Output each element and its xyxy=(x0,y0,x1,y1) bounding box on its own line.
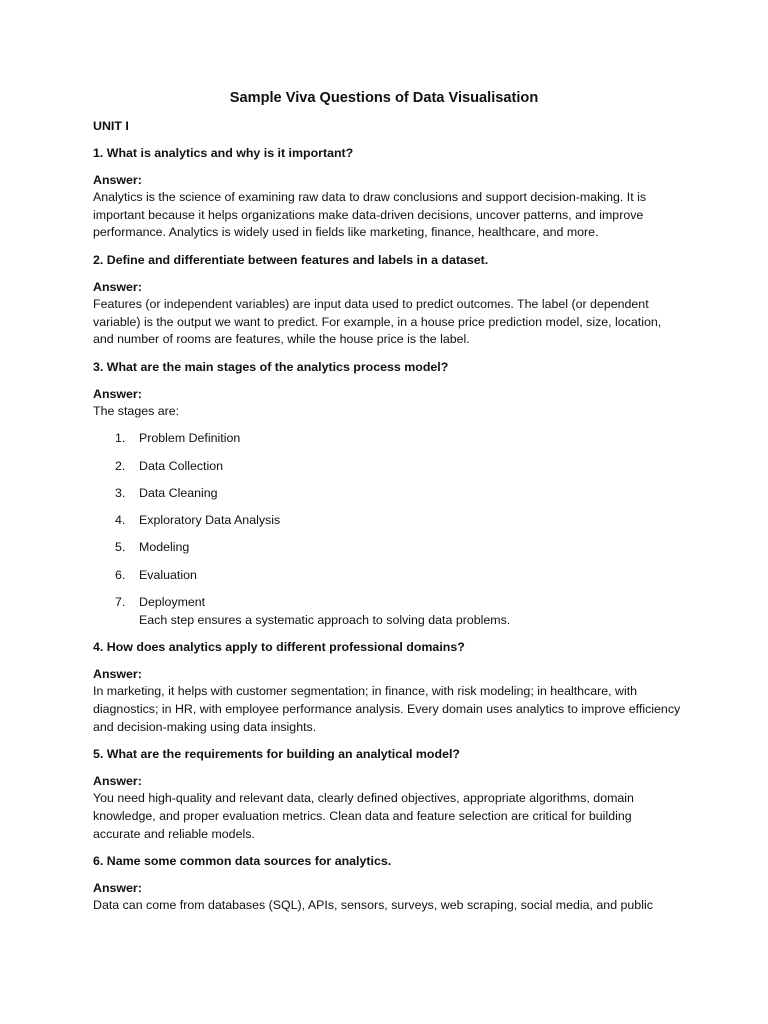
list-item xyxy=(93,567,681,585)
question-4: 4. How does analytics apply to different professional domains? xyxy=(93,639,465,654)
stages-list xyxy=(93,430,681,611)
list-item-label: Deployment xyxy=(139,595,206,609)
answer-4: In marketing, it helps with customer segmentation; in finance, with risk modeling; in healthcare, with diagnostics; in HR, with employee performance analysis. Every domain uses analytics to improve efficiency and decision-making using data insights. xyxy=(93,684,681,734)
answer-label-4: Answer: xyxy=(93,666,142,681)
answer-label-1: Answer: xyxy=(93,172,142,187)
document-content xyxy=(93,88,681,924)
document-title: Sample Viva Questions of Data Visualisation xyxy=(229,90,539,106)
list-item xyxy=(93,458,681,476)
answer-2: Features (or independent variables) are input data used to predict outcomes. The label (or dependent variable) is the output we want to predict. For example, in a house price prediction model, size, location, and number of rooms are features, while the house price is the label. xyxy=(93,297,662,347)
question-3: 3. What are the main stages of the analytics process model? xyxy=(93,359,449,374)
answer-label-6: Answer: xyxy=(93,880,142,895)
question-5: 5. What are the requirements for building an analytical model? xyxy=(93,746,460,761)
list-item-label: Exploratory Data Analysis xyxy=(139,513,281,528)
list-item-label: Modeling xyxy=(139,540,190,555)
list-item xyxy=(93,485,681,503)
list-item-number: 3. xyxy=(115,485,126,500)
list-item xyxy=(93,512,681,530)
list-item-number: 7. xyxy=(115,595,126,609)
list-item-number: 4. xyxy=(115,513,126,528)
list-item xyxy=(93,594,681,612)
list-item-number: 5. xyxy=(115,540,126,555)
stages-note: Each step ensures a systematic approach to solving data problems. xyxy=(139,612,511,627)
question-1: 1. What is analytics and why is it important? xyxy=(93,145,354,160)
list-item-label: Evaluation xyxy=(139,567,197,582)
list-item-label: Problem Definition xyxy=(139,431,241,446)
list-item-number: 6. xyxy=(115,567,126,582)
answer-label-3: Answer: xyxy=(93,386,142,401)
answer-1: Analytics is the science of examining raw data to draw conclusions and support decision-making. It is important because it helps organizations make data-driven decisions, uncover patterns, and improve performance. Analytics is widely used in fields like marketing, finance, healthcare, and more. xyxy=(93,190,647,240)
list-item-number: 1. xyxy=(115,431,126,446)
question-6: 6. Name some common data sources for analytics. xyxy=(93,853,392,868)
list-item xyxy=(93,539,681,557)
list-item xyxy=(93,430,681,448)
unit-heading: UNIT I xyxy=(93,119,129,133)
answer-6: Data can come from databases (SQL), APIs, sensors, surveys, web scraping, social media, and public xyxy=(93,898,653,913)
list-item-label: Data Collection xyxy=(139,458,224,473)
list-item-label: Data Cleaning xyxy=(139,485,218,500)
question-2: 2. Define and differentiate between features and labels in a dataset. xyxy=(93,252,489,267)
answer-5: You need high-quality and relevant data, clearly defined objectives, appropriate algorithms, domain knowledge, and proper evaluation metrics. Clean data and feature selection are critical for building accurate and reliable models. xyxy=(93,791,634,841)
answer-label-5: Answer: xyxy=(93,773,142,788)
stages-intro: The stages are: xyxy=(93,404,180,419)
answer-label-2: Answer: xyxy=(93,279,142,294)
list-item-number: 2. xyxy=(115,458,126,473)
